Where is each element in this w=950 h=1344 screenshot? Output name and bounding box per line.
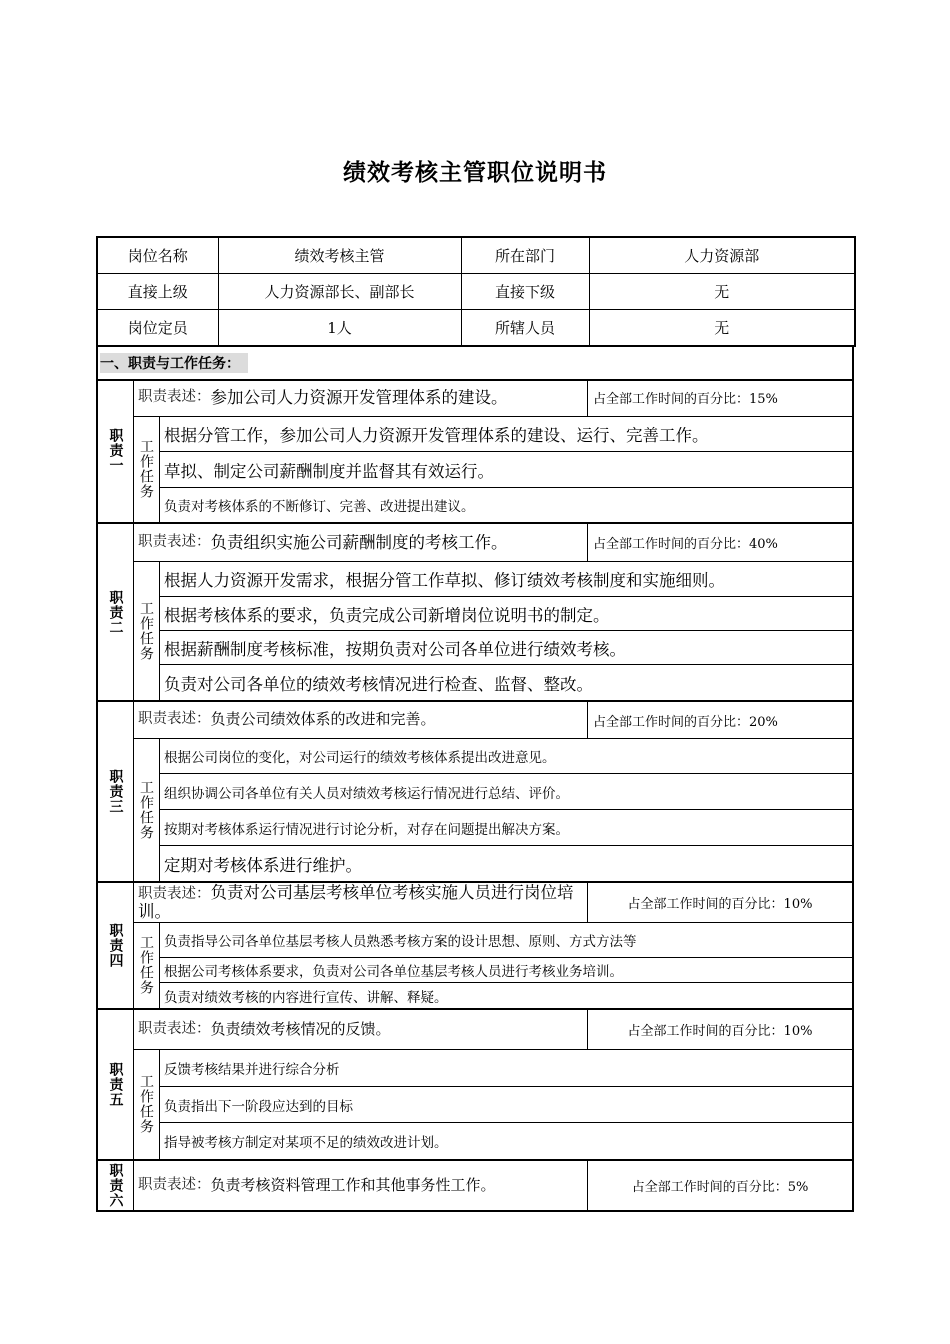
duty-3 [96,702,854,883]
managed-staff-label: 所辖人员 [461,310,589,347]
duty-statement-row: 职责表述： 负责组织实施公司薪酬制度的考核工作。 占全部工作时间的百分比：40% [133,524,852,562]
duty-1 [96,379,854,524]
time-percentage: 占全部工作时间的百分比：15% [593,392,778,407]
duty-statement: 负责公司绩效体系的改进和完善。 [210,710,436,729]
duty-statement-row: 职责表述： 负责绩效考核情况的反馈。 占全部工作时间的百分比：10% [133,1010,852,1050]
time-percentage: 占全部工作时间的百分比：40% [593,537,778,552]
duty-statement-row: 职责表述： 负责考核资料管理工作和其他事务性工作。 占全部工作时间的百分比：5% [133,1161,852,1210]
task-item: 定期对考核体系进行维护。 [164,855,362,875]
section-heading-text: 一、职责与工作任务： [100,353,248,373]
task-item: 反馈考核结果并进行综合分析 [160,1049,852,1087]
table-row [97,274,855,310]
managed-staff-value: 无 [589,310,855,347]
task-item: 负责对公司各单位的绩效考核情况进行检查、监督、整改。 [164,674,593,694]
duty-statement: 负责绩效考核情况的反馈。 [210,1019,391,1038]
duty-label: 职责四 [98,883,134,1008]
task-item: 根据公司考核体系要求，负责对公司各单位基层考核人员进行考核业务培训。 [160,958,852,983]
work-task-label: 工作任务 [133,416,160,522]
task-item: 草拟、制定公司薪酬制度并监督其有效运行。 [160,452,852,488]
task-item: 根据薪酬制度考核标准，按期负责对公司各单位进行绩效考核。 [160,631,852,665]
duty-statement: 负责考核资料管理工作和其他事务性工作。 [210,1175,496,1194]
duty-label: 职责三 [98,702,134,881]
task-item: 根据人力资源开发需求，根据分管工作草拟、修订绩效考核制度和实施细则。 [160,561,852,597]
work-task-label: 工作任务 [133,922,160,1008]
department-label: 所在部门 [461,237,589,274]
task-item: 组织协调公司各单位有关人员对绩效考核运行情况进行总结、评价。 [160,774,852,810]
work-task-label: 工作任务 [133,561,160,700]
duty-5 [96,1010,854,1161]
work-task-label: 工作任务 [133,1049,160,1159]
work-task-label: 工作任务 [133,738,160,881]
duty-6 [96,1161,854,1212]
position-name-label: 岗位名称 [97,237,218,274]
time-percentage: 占全部工作时间的百分比：5% [631,1180,809,1195]
superior-value: 人力资源部长、副部长 [218,274,461,310]
task-item: 按期对考核体系运行情况进行讨论分析，对存在问题提出解决方案。 [160,810,852,846]
task-item: 根据考核体系的要求，负责完成公司新增岗位说明书的制定。 [160,597,852,631]
duty-statement: 负责组织实施公司薪酬制度的考核工作。 [210,532,508,552]
headcount-value: 1人 [218,310,461,347]
time-percentage: 占全部工作时间的百分比：10% [627,897,813,912]
position-info-table [96,236,856,347]
task-item: 负责对考核体系的不断修订、完善、改进提出建议。 [164,499,475,515]
duty-2 [96,524,854,702]
page-title: 绩效考核主管职位说明书 [343,160,607,186]
duty-statement-row: 职责表述：负责对公司基层考核单位考核实施人员进行岗位培训。 占全部工作时间的百分比：10% [133,883,852,923]
task-item: 负责对绩效考核的内容进行宣传、讲解、释疑。 [164,989,448,1006]
time-percentage: 占全部工作时间的百分比：20% [593,714,778,730]
department-value: 人力资源部 [589,237,855,274]
task-item: 负责指导公司各单位基层考核人员熟悉考核方案的设计思想、原则、方式方法等 [160,922,852,958]
position-name-value: 绩效考核主管 [218,237,461,274]
headcount-label: 岗位定员 [97,310,218,347]
superior-label: 直接上级 [97,274,218,310]
task-item: 根据公司岗位的变化，对公司运行的绩效考核体系提出改进意见。 [160,738,852,774]
duty-statement: 负责对公司基层考核单位考核实施人员进行岗位培训。 [138,883,574,921]
duty-statement: 参加公司人力资源开发管理体系的建设。 [210,387,508,407]
duty-statement-row: 职责表述： 负责公司绩效体系的改进和完善。 占全部工作时间的百分比：20% [133,702,852,739]
duty-statement-row: 职责表述： 参加公司人力资源开发管理体系的建设。 占全部工作时间的百分比：15% [133,379,852,417]
duty-4 [96,883,854,1010]
subordinate-label: 直接下级 [461,274,589,310]
table-row [97,310,855,347]
duty-label: 职责六 [98,1161,134,1210]
task-item: 负责指出下一阶段应达到的目标 [160,1087,852,1123]
duty-label: 职责二 [98,524,134,700]
duty-label: 职责五 [98,1010,134,1159]
task-item: 指导被考核方制定对某项不足的绩效改进计划。 [164,1135,448,1151]
task-item: 根据分管工作，参加公司人力资源开发管理体系的建设、运行、完善工作。 [160,416,852,452]
duty-label: 职责一 [98,379,134,522]
table-row [97,237,855,274]
section-heading [96,345,854,381]
subordinate-value: 无 [589,274,855,310]
time-percentage: 占全部工作时间的百分比：10% [627,1024,813,1039]
